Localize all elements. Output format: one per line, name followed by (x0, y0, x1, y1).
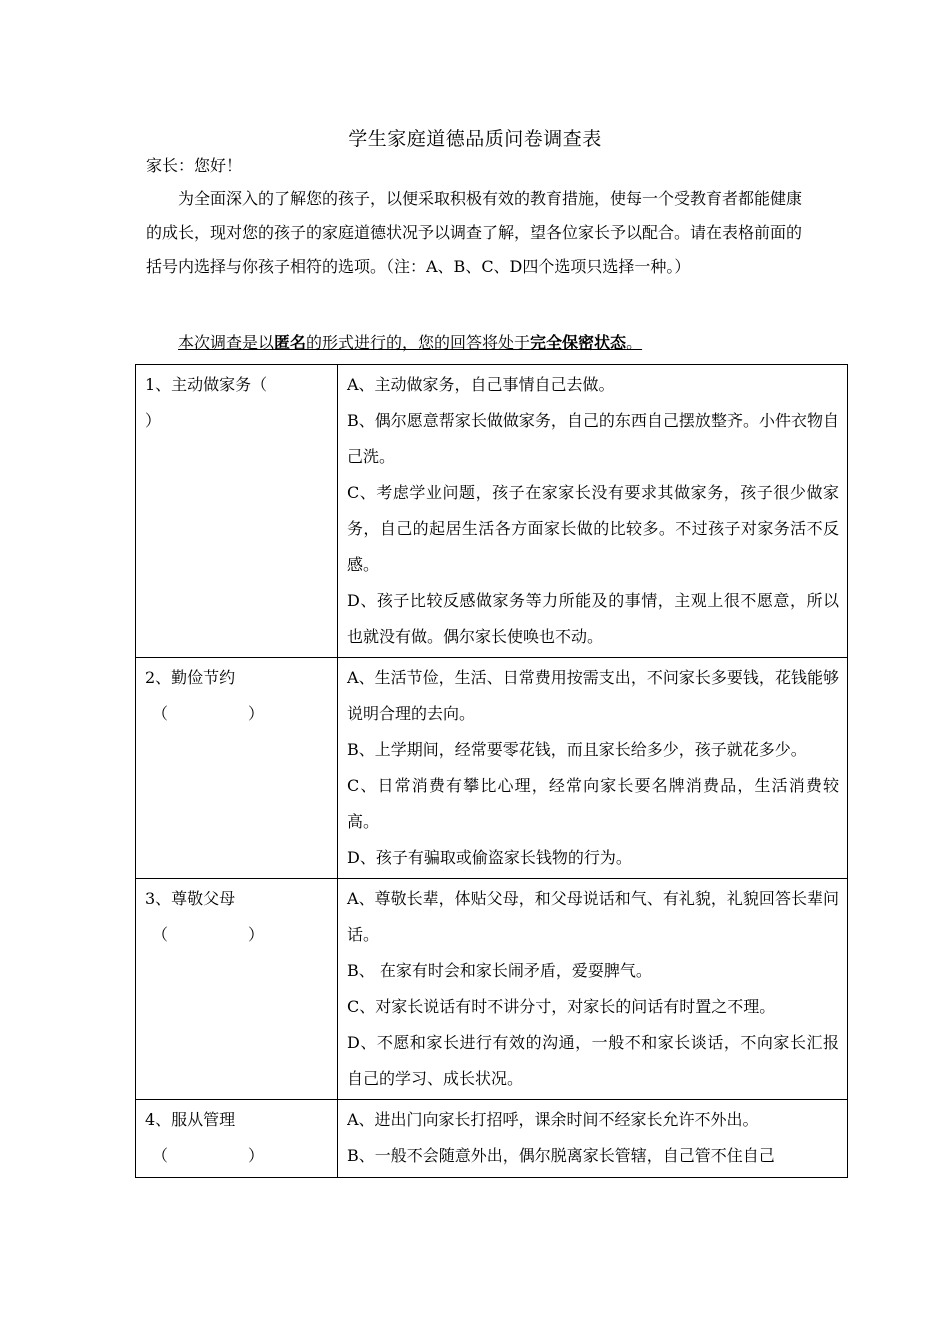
question-row (136, 365, 848, 658)
options-cell (338, 365, 848, 658)
answer-bracket[interactable]: （ ） (152, 1146, 265, 1165)
option-d: D、孩子比较反感做家务等力所能及的事情，主观上很不愿意，所以也就没有做。偶尔家长使唤也不动。 (347, 591, 839, 646)
option-b: B、偶尔愿意帮家长做做家务，自己的东西自己摆放整齐。小件衣物自己洗。 (347, 411, 839, 466)
notice-bold-confidential: 完全保密状态 (530, 333, 627, 352)
notice-part3: 。 (626, 333, 643, 352)
question-cell (136, 658, 338, 879)
greeting: 家长：您好！ (146, 156, 243, 175)
option-a: A、进出门向家长打招呼，课余时间不经家长允许不外出。 (347, 1110, 759, 1129)
option-d: D、孩子有骗取或偷盗家长钱物的行为。 (347, 848, 632, 867)
question-cell (136, 879, 338, 1100)
notice-part1: 本次调查是以 (178, 333, 275, 352)
option-c: C、考虑学业问题，孩子在家家长没有要求其做家务，孩子很少做家务，自己的起居生活各方面家长做的比较多。不过孩子对家务活不反感。 (347, 483, 839, 574)
intro-paragraph (146, 182, 806, 284)
options-cell (338, 879, 848, 1100)
question-label: 1、主动做家务（ (145, 375, 268, 394)
question-cell (136, 365, 338, 658)
answer-bracket[interactable]: （ ） (152, 925, 265, 944)
question-label: 2、勤俭节约 (145, 668, 236, 687)
notice-part2: 的形式进行的，您的回答将处于 (306, 333, 531, 352)
intro-text: 为全面深入的了解您的孩子，以便采取积极有效的教育措施，使每一个受教育者都能健康的成长，现对您的孩子的家庭道德状况予以调查了解，望各位家长予以配合。请在表格前面的括号内选择与你孩子相符的选项。（注：A、B、C、D四个选项只选择一种。） (146, 189, 803, 276)
option-a: A、生活节俭，生活、日常费用按需支出，不问家长多要钱，花钱能够说明合理的去向。 (347, 668, 839, 723)
questionnaire-table (135, 364, 848, 1178)
option-c: C、日常消费有攀比心理，经常向家长要名牌消费品，生活消费较高。 (347, 776, 839, 831)
option-a: A、尊敬长辈，体贴父母，和父母说话和气、有礼貌，礼貌回答长辈问话。 (347, 889, 839, 944)
page-title: 学生家庭道德品质问卷调查表 (348, 128, 602, 150)
notice-bold-anonymous: 匿名 (274, 333, 307, 352)
options-cutoff (347, 1102, 839, 1175)
options-cell (338, 658, 848, 879)
answer-bracket[interactable]: （ ） (152, 704, 265, 723)
option-a: A、主动做家务，自己事情自己去做。 (347, 375, 615, 394)
option-b: B、 在家有时会和家长闹矛盾，爱耍脾气。 (347, 961, 652, 980)
question-row (136, 1100, 848, 1178)
option-c: C、对家长说话有时不讲分寸，对家长的问话有时置之不理。 (347, 997, 776, 1016)
anonymity-notice (146, 330, 806, 356)
question-cell (136, 1100, 338, 1178)
question-row (136, 879, 848, 1100)
question-label: 3、尊敬父母 (145, 889, 236, 908)
option-b: B、上学期间，经常要零花钱，而且家长给多少，孩子就花多少。 (347, 740, 807, 759)
question-row (136, 658, 848, 879)
options-cell (338, 1100, 848, 1178)
question-label: 4、服从管理 (145, 1110, 236, 1129)
answer-bracket[interactable]: ） (145, 411, 162, 430)
option-d: D、不愿和家长进行有效的沟通，一般不和家长谈话，不向家长汇报自己的学习、成长状况。 (347, 1033, 839, 1088)
option-b: B、一般不会随意外出，偶尔脱离家长管辖，自己管不住自己 (347, 1146, 775, 1165)
